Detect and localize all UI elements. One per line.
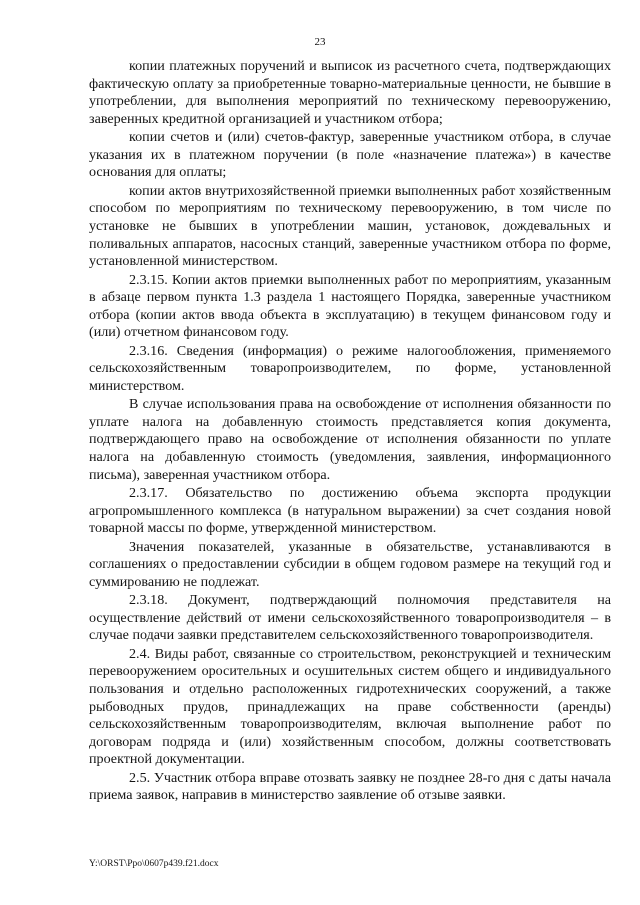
paragraph: 2.4. Виды работ, связанные со строительством, реконструкцией и техническим перевооружением оросительных и осушительных систем общего и индивидуального пользования и отдельно расположенных гидротехнических сооружений, а также рыбоводных прудов, принадлежащих на праве собственности (аренды) сельскохозяйственным товаропроизводителям, включая выполнение работ по договорам подряда и (или) хозяйственным способом, должны соответствовать проектной документации.	[89, 645, 611, 768]
paragraph: 2.3.16. Сведения (информация) о режиме налогообложения, применяемого сельскохозяйственным товаропроизводителем, по форме, установленной министерством.	[89, 342, 611, 394]
paragraph: 2.5. Участник отбора вправе отозвать заявку не позднее 28-го дня с даты начала приема заявок, направив в министерство заявление об отзыве заявки.	[89, 769, 611, 804]
paragraph: копии актов внутрихозяйственной приемки выполненных работ хозяйственным способом по мероприятиям по техническому перевооружению, в том числе по установке не бывших в употреблении машин, установок, дождевальных и поливальных аппаратов, насосных станций, заверенные участником отбора по форме, установленной министерством.	[89, 182, 611, 270]
paragraph: Значения показателей, указанные в обязательстве, устанавливаются в соглашениях о предоставлении субсидии в общем годовом размере на текущий год и суммированию не подлежат.	[89, 538, 611, 590]
file-path-footer: Y:\ORST\Ppo\0607p439.f21.docx	[89, 859, 219, 869]
paragraph: копии платежных поручений и выписок из расчетного счета, подтверждающих фактическую оплату за приобретенные товарно-материальные ценности, не бывшие в употреблении, для выполнения мероприятий по техническому перевооружению, заверенных кредитной организацией и участником отбора;	[89, 58, 611, 127]
paragraph: 2.3.15. Копии актов приемки выполненных работ по мероприятиям, указанным в абзаце первом пункта 1.3 раздела 1 настоящего Порядка, заверенные участником отбора (копии актов ввода объекта в эксплуатацию) в текущем финансовом году и (или) отчетном финансовом году.	[89, 271, 611, 341]
paragraph: копии счетов и (или) счетов-фактур, заверенные участником отбора, в случае указания их в платежном поручении (в поле «назначение платежа») в качестве основания для оплаты;	[89, 129, 611, 181]
document-body	[89, 58, 611, 806]
paragraph: В случае использования права на освобождение от исполнения обязанности по уплате налога на добавленную стоимость представляется копия документа, подтверждающего право на освобождение от исполнения обязанности по уплате налога на добавленную стоимость (уведомления, заявления, информационного письма), заверенная участником отбора.	[89, 396, 611, 483]
paragraph: 2.3.18. Документ, подтверждающий полномочия представителя на осуществление действий от имени сельскохозяйственного товаропроизводителя – в случае подачи заявки представителем сельскохозяйственного товаропроизводителя.	[89, 592, 611, 644]
paragraph: 2.3.17. Обязательство по достижению объема экспорта продукции агропромышленного комплекса (в натуральном выражении) за счет создания новой товарной массы по форме, утвержденной министерством.	[89, 485, 611, 537]
page-number: 23	[314, 36, 326, 48]
